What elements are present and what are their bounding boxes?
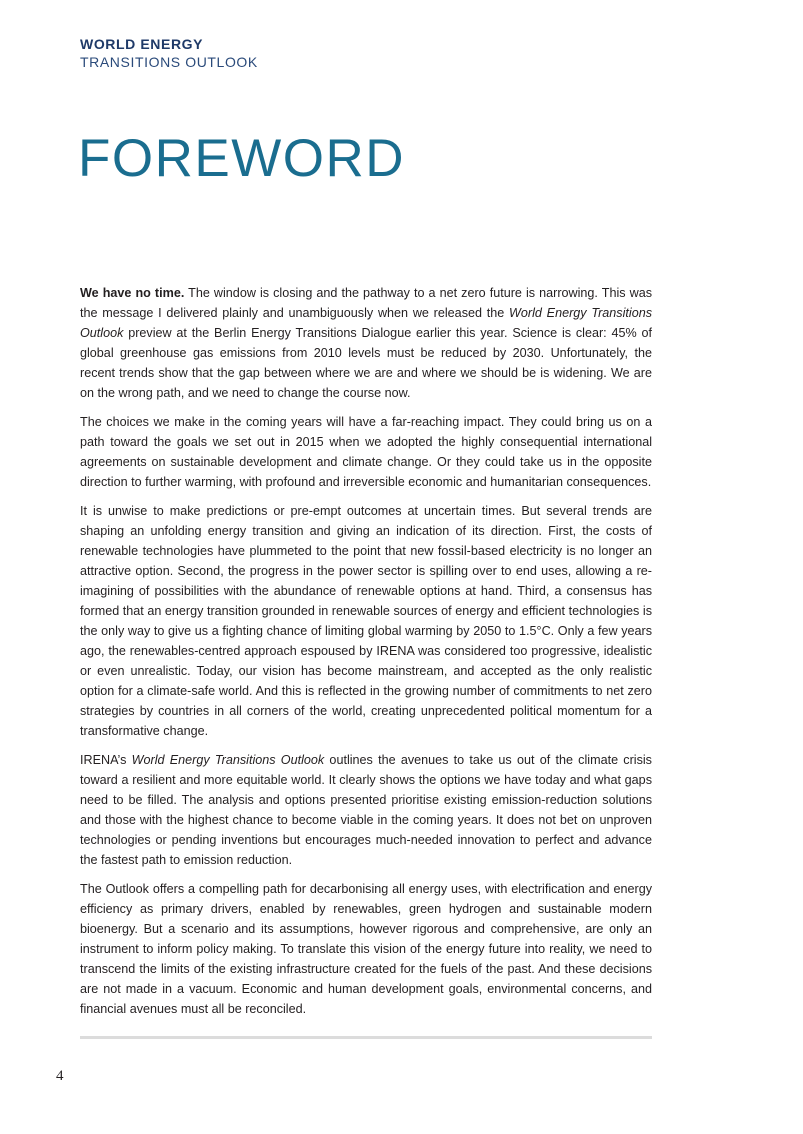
paragraph-text: The Outlook offers a compelling path for decarbonising all energy uses, with electrification and energy efficiency as primary drivers, enabled by renewables, green hydrogen and sustainable modern bioenergy. But a scenario and its assumptions, however rigorous and comprehensive, are only an instrument to inform policy making. To translate this vision of the energy future into reality, we need to transcend the limits of the existing infrastructure created for the fuels of the past. And these decisions are not made in a vacuum. Economic and human development goals, environmental concerns, and financial avenues must all be reconciled. (80, 882, 652, 1016)
paragraph-text: IRENA’s (80, 753, 132, 767)
paragraph-text: The choices we make in the coming years will have a far-reaching impact. They could bring us on a path toward the goals we set out in 2015 when we adopted the highly consequential international agreements on sustainable development and climate change. Or they could take us in the opposite direction to further warming, with profound and irreversible economic and humanitarian consequences. (80, 415, 652, 489)
publication-title: World Energy Transitions Outlook (80, 306, 652, 340)
publication-title: World Energy Transitions Outlook (131, 753, 325, 767)
page-number: 4 (56, 1068, 64, 1084)
bottom-rule (80, 1036, 652, 1039)
paragraph (80, 283, 652, 403)
paragraph (80, 879, 652, 1019)
paragraph-text: preview at the Berlin Energy Transitions Dialogue earlier this year. Science is clear: 45% of global greenhouse gas emissions from 2010 levels must be reduced by 2030. Unfortunately, the recent trends show that the gap between where we are and where we should be is widening. We are on the wrong path, and we need to change the course now. (80, 326, 652, 400)
paragraph-text: outlines the avenues to take us out of the climate crisis toward a resilient and more equitable world. It clearly shows the options we have today and what gaps need to be filled. The analysis and options presented prioritise existing emission-reduction solutions and those with the highest chance to become viable in the coming years. It does not bet on unproven technologies or pending inventions but encourages much-needed innovation to perfect and advance the fastest path to emission reduction. (80, 753, 652, 867)
paragraph (80, 501, 652, 741)
page-title: FOREWORD (78, 129, 406, 188)
paragraph (80, 412, 652, 492)
running-header (80, 35, 258, 71)
paragraph (80, 750, 652, 870)
foreword-body (80, 283, 652, 1019)
header-line-1: WORLD ENERGY (80, 36, 204, 52)
lead-in-text: We have no time. (80, 286, 185, 300)
paragraph-text: The window is closing and the pathway to a net zero future is narrowing. This was the message I delivered plainly and unambiguously when we released the (80, 286, 652, 320)
paragraph-text: It is unwise to make predictions or pre-empt outcomes at uncertain times. But several trends are shaping an unfolding energy transition and giving an indication of its direction. First, the costs of renewable technologies have plummeted to the point that new fossil-based electricity is no longer an attractive option. Second, the progress in the power sector is spilling over to end uses, allowing a re-imagining of possibilities with the abundance of renewable options at hand. Third, a consensus has formed that an energy transition grounded in renewable sources of energy and efficient technologies is the only way to give us a fighting chance of limiting global warming by 2050 to 1.5°C. Only a few years ago, the renewables-centred approach espoused by IRENA was considered too progressive, idealistic or even unrealistic. Today, our vision has become mainstream, and accepted as the only realistic option for a climate-safe world. And this is reflected in the growing number of commitments to net zero strategies by countries in all corners of the world, creating unprecedented political momentum for a transformative change. (80, 504, 652, 738)
header-line-2: TRANSITIONS OUTLOOK (80, 54, 258, 70)
